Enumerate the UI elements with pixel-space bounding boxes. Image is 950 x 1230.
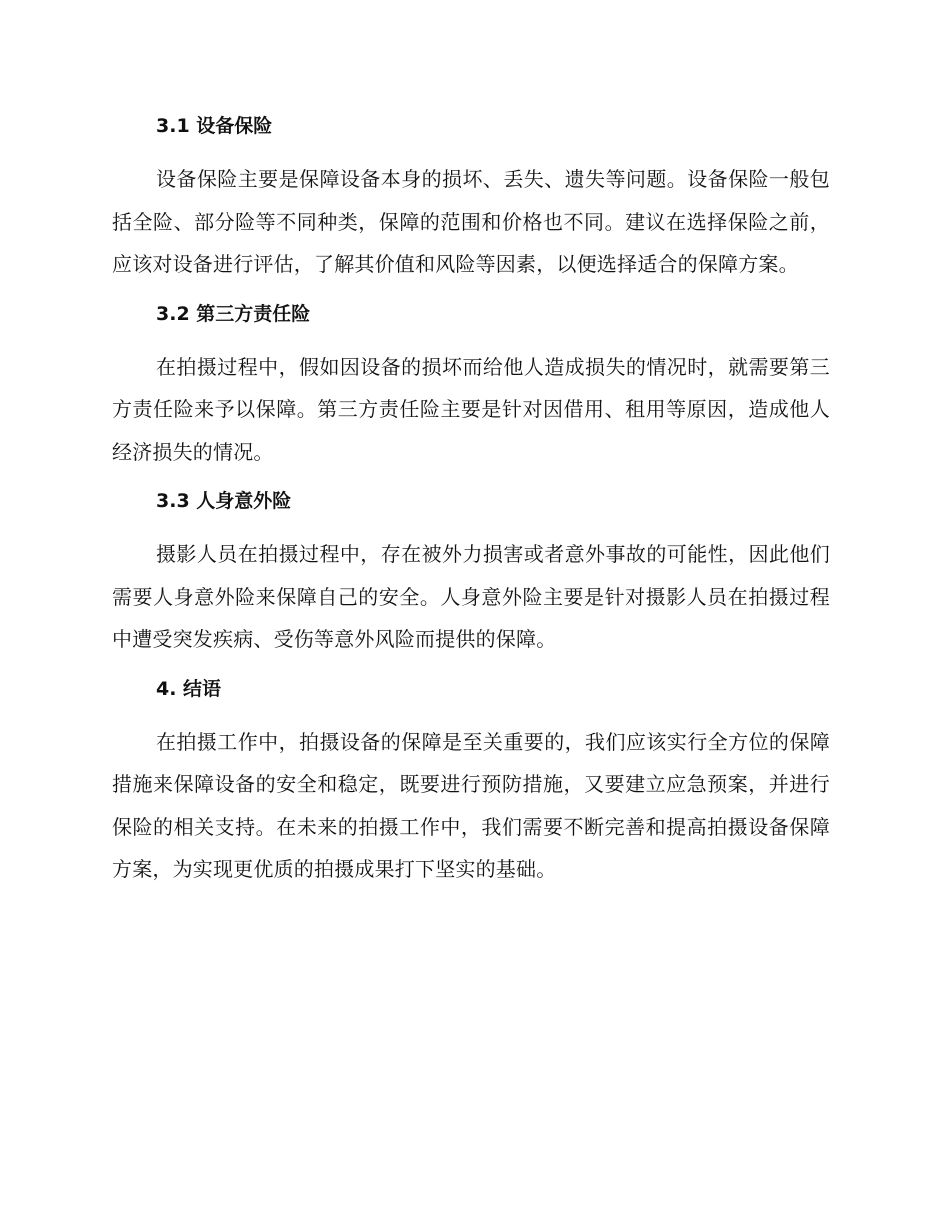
section-personal-accident (112, 485, 830, 661)
section-paragraph: 在拍摄过程中，假如因设备的损坏而给他人造成损失的情况时，就需要第三方责任险来予以保障。第三方责任险主要是针对因借用、租用等原因，造成他人经济损失的情况。 (112, 354, 830, 464)
section-heading: 3.2 第三方责任险 (156, 302, 311, 325)
section-third-party-liability (112, 298, 830, 474)
section-paragraph: 设备保险主要是保障设备本身的损坏、丢失、遗失等问题。设备保险一般包括全险、部分险等不同种类，保障的范围和价格也不同。建议在选择保险之前，应该对设备进行评估，了解其价值和风险等因素，以便选择适合的保障方案。 (112, 167, 830, 276)
document-page (112, 110, 830, 903)
section-conclusion (112, 673, 830, 891)
section-heading: 3.3 人身意外险 (156, 490, 292, 512)
section-paragraph: 在拍摄工作中，拍摄设备的保障是至关重要的，我们应该实行全方位的保障措施来保障设备的安全和稳定，既要进行预防措施，又要建立应急预案，并进行保险的相关支持。在未来的拍摄工作中，我们需要不断完善和提高拍摄设备保障方案，为实现更优质的拍摄成果打下坚实的基础。 (112, 729, 830, 881)
section-equipment-insurance (112, 110, 830, 286)
section-heading: 3.1 设备保险 (156, 115, 273, 137)
section-paragraph: 摄影人员在拍摄过程中，存在被外力损害或者意外事故的可能性，因此他们需要人身意外险来保障自己的安全。人身意外险主要是针对摄影人员在拍摄过程中遭受突发疾病、受伤等意外风险而提供的保障。 (112, 542, 830, 651)
section-heading: 4. 结语 (156, 677, 222, 700)
